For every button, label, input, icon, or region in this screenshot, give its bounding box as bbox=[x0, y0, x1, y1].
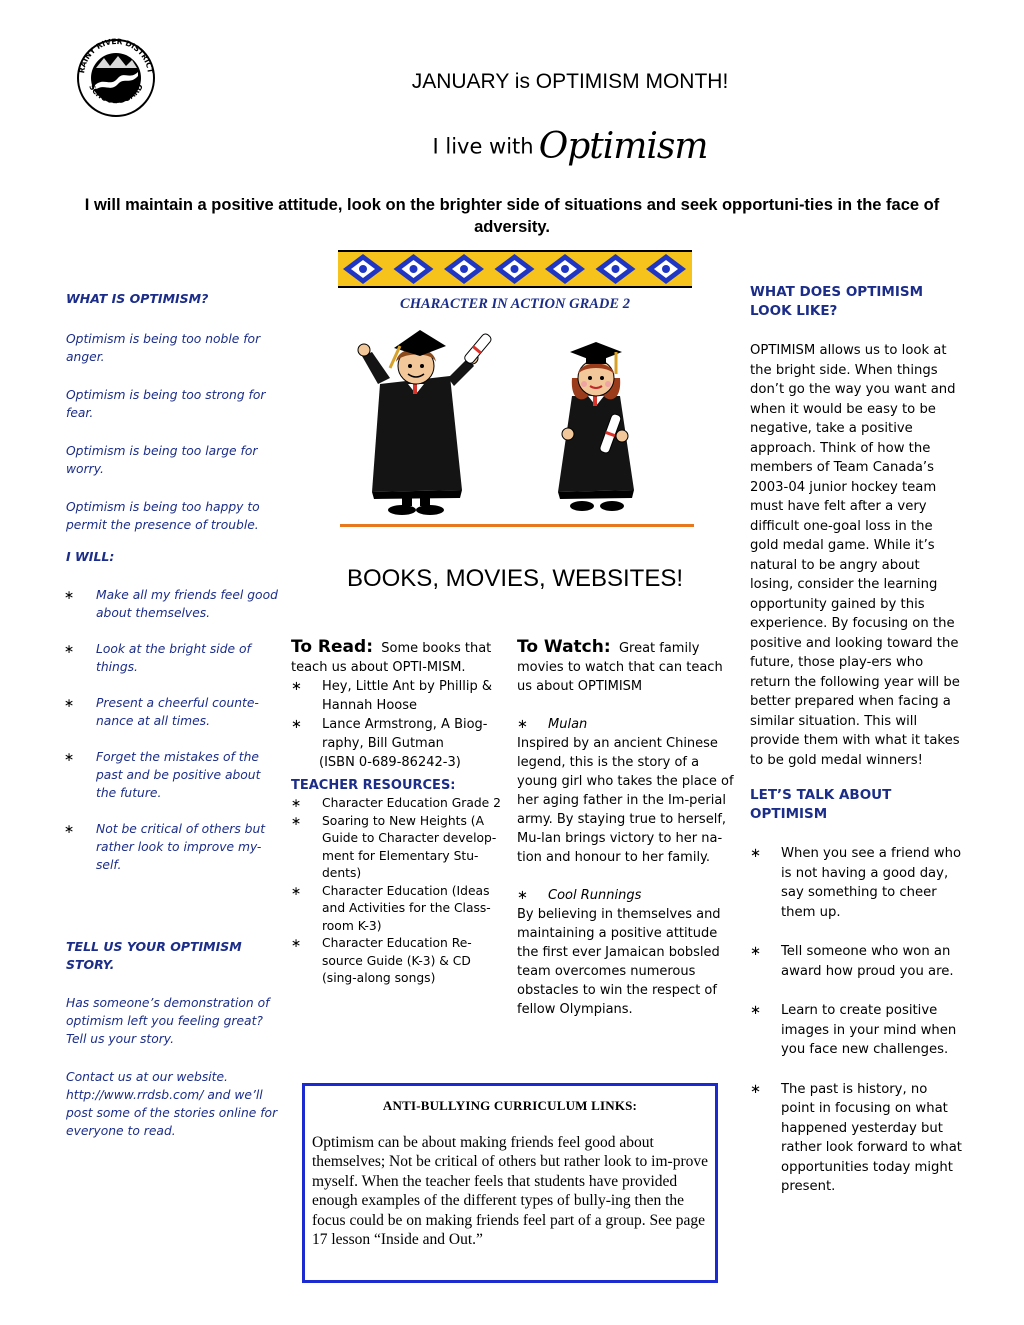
bullet-icon: ∗ bbox=[64, 696, 75, 710]
bullet-icon: ∗ bbox=[64, 642, 75, 656]
i-will-heading: I WILL: bbox=[66, 549, 115, 564]
list-item: ∗ The past is history, no point in focusing on what happened yesterday but rather look forward to what opportunities today might present. bbox=[750, 1081, 962, 1194]
teacher-resources-heading: TEACHER RESOURCES: bbox=[291, 778, 456, 793]
bullet-icon: ∗ bbox=[291, 717, 302, 732]
banner-dot bbox=[612, 265, 620, 273]
page-subtitle bbox=[290, 126, 850, 167]
anti-bullying-text: Optimism can be about making friends feel good about themselves; Not be critical of others but rather look to im-prove myself. When the teacher feels that students have provided enough examples of the different types of bully-ing then the focus could be on making friends feel part of a group. See page 17 lesson “Inside and Out.” bbox=[312, 1134, 708, 1249]
story-text: Has someone’s demonstration of optimism left you feeling great? Tell us your story. bbox=[66, 996, 270, 1046]
bullet-icon: ∗ bbox=[64, 588, 75, 602]
anti-bullying-heading: ANTI-BULLYING CURRICULUM LINKS: bbox=[382, 1098, 638, 1113]
banner-dot bbox=[359, 265, 367, 273]
right-column bbox=[750, 283, 965, 1217]
left-column bbox=[66, 290, 284, 1140]
list-item: ∗ Character Education Grade 2 bbox=[291, 795, 501, 813]
list-item: ∗ Character Education (Ideas and Activities for the Class-room K-3) bbox=[291, 883, 491, 933]
list-item bbox=[517, 715, 737, 734]
list-item: ∗ Forget the mistakes of the past and be positive about the future. bbox=[64, 750, 261, 800]
list-item: ∗ Look at the bright side of things. bbox=[64, 642, 251, 674]
bullet-icon: ∗ bbox=[517, 888, 528, 903]
list-item bbox=[517, 886, 737, 905]
books-movies-heading: BOOKS, MOVIES, WEBSITES! bbox=[346, 565, 684, 592]
to-read-column bbox=[291, 638, 501, 988]
talk-about-heading: LET’S TALK ABOUT OPTIMISM bbox=[750, 787, 892, 822]
list-item: ∗ Make all my friends feel good about themselves. bbox=[64, 588, 278, 620]
isbn: (ISBN 0-689-86242-3) bbox=[319, 755, 461, 770]
bullet-icon: ∗ bbox=[291, 796, 302, 810]
i-will-list bbox=[66, 586, 284, 874]
bullet-icon: ∗ bbox=[750, 1081, 762, 1097]
bullet-icon: ∗ bbox=[291, 883, 302, 898]
read-intro: To Read: Some books that teach us about OPTI-MISM. bbox=[291, 637, 492, 675]
list-item: ∗ Character Education Re-source Guide (K-3) & CD (sing-along songs) bbox=[291, 936, 472, 985]
bullet-icon: ∗ bbox=[517, 717, 528, 732]
bullet-icon: ∗ bbox=[750, 944, 762, 959]
banner-dot bbox=[511, 265, 519, 273]
look-like-heading: WHAT DOES OPTIMISM LOOK LIKE? bbox=[750, 284, 924, 319]
books-list bbox=[291, 677, 501, 753]
banner-dot bbox=[460, 265, 468, 273]
film-title: Mulan bbox=[548, 717, 588, 732]
what-is-heading: WHAT IS OPTIMISM? bbox=[66, 291, 209, 306]
list-item: ∗ Hey, Little Ant by Phillip & Hannah Hoose bbox=[291, 679, 493, 713]
bullet-icon: ∗ bbox=[750, 846, 762, 861]
page-title: JANUARY is OPTIMISM MONTH! bbox=[411, 70, 729, 93]
girl-graduate bbox=[558, 342, 634, 511]
banner-dot bbox=[662, 265, 670, 273]
subtitle-prefix: I live with bbox=[432, 134, 534, 159]
list-item: ∗ When you see a friend who is not having a good day, say something to cheer them up. bbox=[750, 846, 962, 920]
list-item: ∗ Learn to create positive images in your mind when you face new challenges. bbox=[750, 1003, 957, 1057]
contact-text: Contact us at our website. http://www.rrdsb.com/ and we’ll post some of the stories online for everyone to read. bbox=[66, 1070, 278, 1138]
story-heading: TELL US YOUR OPTIMISM STORY. bbox=[66, 939, 242, 972]
to-watch-column bbox=[517, 638, 737, 1019]
list-item: ∗ Not be critical of others but rather look to improve my-self. bbox=[64, 822, 266, 872]
to-read-label: To Read: bbox=[291, 637, 373, 657]
optimism-line: Optimism is being too happy to permit the presence of trouble. bbox=[66, 500, 260, 532]
bullet-icon: ∗ bbox=[291, 813, 302, 828]
bullet-icon: ∗ bbox=[291, 679, 302, 694]
school-board-logo bbox=[74, 28, 158, 120]
logo-text-top: RAINY RIVER DISTRICT bbox=[77, 36, 155, 74]
diamond-banner bbox=[338, 250, 692, 288]
orange-divider bbox=[340, 524, 694, 527]
optimism-line: Optimism is being too strong for fear. bbox=[66, 388, 266, 420]
talk-about-list bbox=[750, 844, 965, 1197]
optimism-line: Optimism is being too noble for anger. bbox=[66, 332, 261, 364]
list-item: ∗ Present a cheerful counte-nance at all times. bbox=[64, 696, 259, 728]
resources-list bbox=[291, 795, 501, 988]
bullet-icon: ∗ bbox=[291, 936, 302, 950]
banner-caption: CHARACTER IN ACTION GRADE 2 bbox=[400, 296, 630, 312]
boy-graduate bbox=[358, 330, 493, 515]
look-like-paragraph: OPTIMISM allows us to look at the bright side. When things don’t go the way you want and when it would be easy to be negative, take a positive approach. Think of how the members of Team Canada’s 2003-04 junior hockey team must have felt after a very difficult one-goal loss in the gold medal game. While it’s natural to be angry about losing, consider the learning opportunity gained by this experience. By focusing on the positive and looking toward the future, those play-ers who return the following year will be better prepared when facing a similar situation. This will provide them with what it takes to be gold medal winners! bbox=[750, 343, 960, 768]
subtitle-word: Optimism bbox=[538, 126, 708, 167]
intro-statement: I will maintain a positive attitude, look on the brighter side of situations and seek opportuni-ties in the face of adversity. bbox=[84, 196, 940, 236]
list-item: ∗ Tell someone who won an award how proud you are. bbox=[750, 944, 954, 979]
banner-dot bbox=[561, 265, 569, 273]
logo-text-bottom: SCHOOL BOARD bbox=[87, 82, 145, 106]
banner-dot bbox=[410, 265, 418, 273]
optimism-line: Optimism is being too large for worry. bbox=[66, 444, 258, 476]
bullet-icon: ∗ bbox=[750, 1003, 762, 1018]
film-description: By believing in themselves and maintaining a positive attitude the first ever Jamaican bobsled team overcomes numerous obstacles to win the respect of fellow Olympians. bbox=[517, 907, 721, 1017]
to-watch-label: To Watch: bbox=[517, 637, 611, 657]
bullet-icon: ∗ bbox=[64, 822, 75, 836]
bullet-icon: ∗ bbox=[64, 750, 75, 764]
graduates-illustration bbox=[350, 322, 680, 516]
film-description: Inspired by an ancient Chinese legend, this is the story of a young girl who takes the place of her aging father in the Im-perial army. By staying true to herself, Mu-lan brings victory to her na-tion and honour to her family. bbox=[517, 736, 734, 865]
list-item: ∗ Lance Armstrong, A Biog-raphy, Bill Gutman bbox=[291, 717, 488, 751]
watch-intro: To Watch: Great family movies to watch that can teach us about OPTIMISM bbox=[517, 637, 723, 694]
film-list-2 bbox=[517, 886, 737, 905]
list-item: ∗ Soaring to New Heights (A Guide to Character develop-ment for Elementary Stu-dents) bbox=[291, 813, 497, 880]
film-list-1 bbox=[517, 715, 737, 734]
film-title: Cool Runnings bbox=[548, 888, 642, 903]
